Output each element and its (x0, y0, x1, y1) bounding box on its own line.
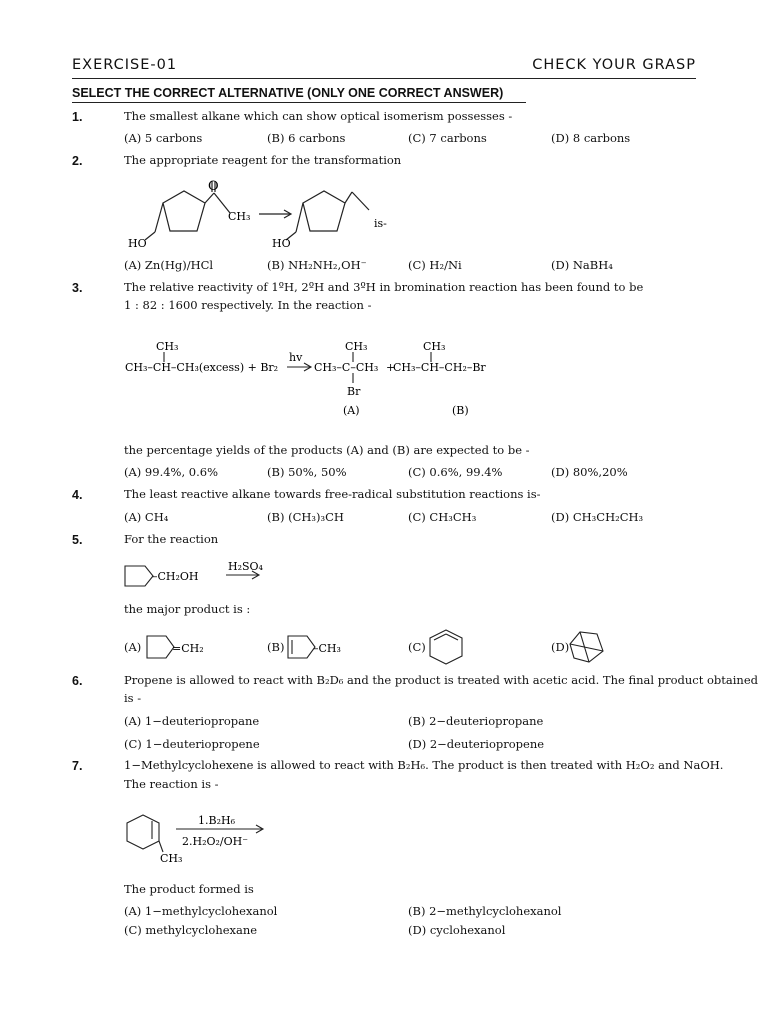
question-text-line2: is - (124, 691, 142, 705)
option-a: (A) (124, 640, 142, 654)
question-number: 5. (72, 533, 83, 547)
question-text: The appropriate reagent for the transformation (124, 153, 402, 167)
option-c: (C) methylcyclohexane (124, 923, 258, 937)
section-title: SELECT THE CORRECT ALTERNATIVE (ONLY ONE CORRECT ANSWER) (72, 86, 504, 100)
is-label: is- (374, 217, 387, 230)
methyl-label: CH₃ (228, 210, 251, 223)
hydroxyl-label: HO (272, 237, 291, 250)
option-b: (B) 2−methylcyclohexanol (408, 904, 562, 918)
option-c: (C) 7 carbons (408, 131, 487, 145)
question-text-line1: Propene is allowed to react with B₂D₆ and the product is treated with acetic acid. The final product obtained (124, 673, 758, 687)
reactant-label: CH₃–CH–CH₃(excess) + Br₂ (125, 361, 279, 374)
question-text-line2: The reaction is - (124, 777, 219, 791)
carbonyl-oxygen-label: O (208, 179, 219, 194)
option-d: (D) (551, 640, 570, 654)
option-d: (D) 8 carbons (551, 131, 631, 145)
product-b-label: CH₃–CH–CH₂–Br (393, 361, 486, 374)
question-text-line1: The relative reactivity of 1ºH, 2ºH and 3ºH in bromination reaction has been found to be (124, 280, 644, 294)
step2-reagent-label: 2.H₂O₂/OH⁻ (182, 835, 249, 848)
question-number: 7. (72, 759, 83, 773)
exercise-title: EXERCISE-01 (72, 57, 178, 73)
option-a: (A) CH₄ (124, 510, 169, 524)
option-d: (D) 2−deuteriopropene (408, 737, 545, 751)
question-text-line2: 1 : 82 : 1600 respectively. In the reaction - (124, 298, 372, 312)
product-b-methyl-label: CH₃ (423, 340, 446, 353)
question-number: 6. (72, 674, 83, 688)
option-b: (B) 50%, 50% (267, 465, 347, 479)
methyl-label: –CH₃ (313, 642, 341, 655)
methyl-label: CH₃ (160, 852, 183, 865)
option-d: (D) CH₃CH₂CH₃ (551, 510, 644, 524)
check-your-grasp-title: CHECK YOUR GRASP (532, 57, 696, 73)
question-text-after: the major product is : (124, 602, 251, 616)
step1-reagent-label: 1.B₂H₆ (198, 814, 235, 827)
hydroxyl-label: HO (128, 237, 147, 250)
question-text-line1: 1−Methylcyclohexene is allowed to react with B₂H₆. The product is then treated with H₂O₂ and NaOH. (124, 758, 724, 772)
option-a: (A) Zn(Hg)/HCl (124, 258, 214, 272)
reactant-methyl-label: CH₃ (156, 340, 179, 353)
light-label: hv (289, 351, 303, 364)
option-b: (B) 6 carbons (267, 131, 346, 145)
option-c: (C) (408, 640, 426, 654)
question-number: 4. (72, 488, 83, 502)
question-number: 1. (72, 110, 83, 124)
option-d: (D) NaBH₄ (551, 258, 613, 272)
product-b-tag: (B) (452, 404, 469, 417)
option-a: (A) 5 carbons (124, 131, 203, 145)
product-a-tag: (A) (343, 404, 360, 417)
option-d: (D) cyclohexanol (408, 923, 506, 937)
question-text-after: The product formed is (124, 882, 254, 896)
bromine-label: Br (347, 385, 361, 398)
sulfuric-acid-label: H₂SO₄ (228, 560, 263, 573)
option-b: (B) 2−deuteriopropane (408, 714, 544, 728)
option-a: (A) 1−deuteriopropane (124, 714, 260, 728)
plus-label: + (386, 361, 396, 374)
option-b: (B) NH₂NH₂,OH⁻ (267, 258, 367, 272)
option-b: (B) (267, 640, 285, 654)
question-number: 2. (72, 154, 83, 168)
option-a: (A) 1−methylcyclohexanol (124, 904, 278, 918)
option-c: (C) CH₃CH₃ (408, 510, 477, 524)
product-a-label: CH₃–C–CH₃ (314, 361, 379, 374)
methylene-label: =CH₂ (172, 642, 204, 655)
question-text: The least reactive alkane towards free-radical substitution reactions is- (124, 487, 541, 501)
product-a-methyl-label: CH₃ (345, 340, 368, 353)
question-text: For the reaction (124, 532, 219, 546)
question-text-after: the percentage yields of the products (A) and (B) are expected to be - (124, 443, 530, 457)
option-c: (C) H₂/Ni (408, 258, 462, 272)
option-c: (C) 1−deuteriopropene (124, 737, 260, 751)
option-c: (C) 0.6%, 99.4% (408, 465, 503, 479)
option-d: (D) 80%,20% (551, 465, 628, 479)
option-b: (B) (CH₃)₃CH (267, 510, 344, 524)
hydroxymethyl-label: –CH₂OH (152, 570, 199, 583)
option-a: (A) 99.4%, 0.6% (124, 465, 218, 479)
cyclohexene-ring (127, 815, 159, 849)
question-number: 3. (72, 281, 83, 295)
question-text: The smallest alkane which can show optical isomerism possesses - (124, 109, 513, 123)
